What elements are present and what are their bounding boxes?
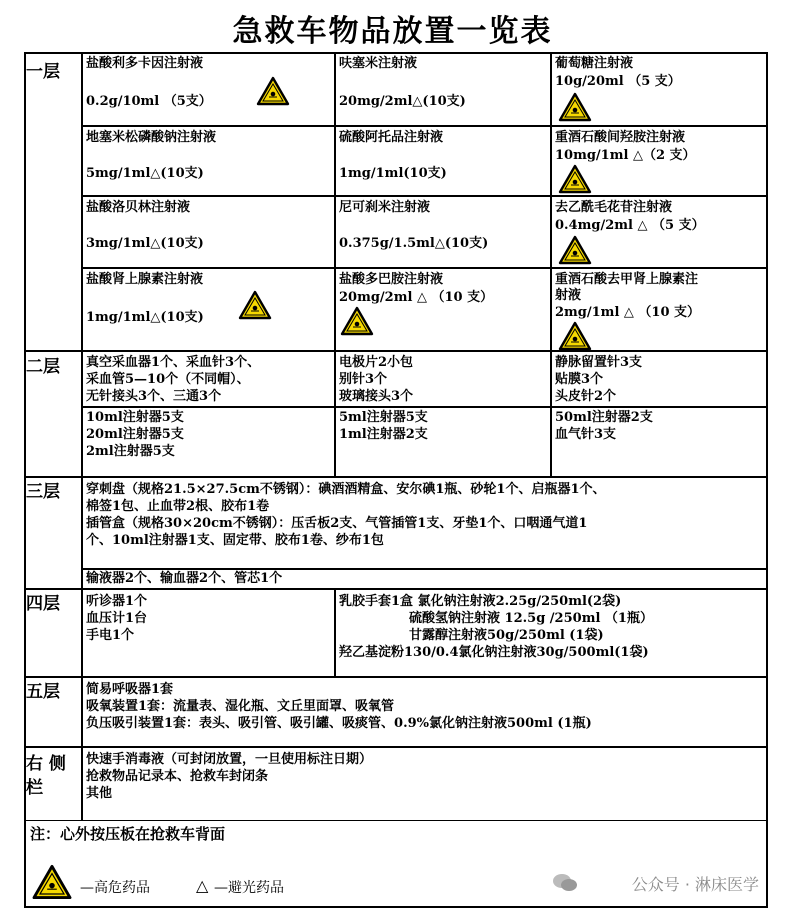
drug-dose: 5mg/1ml△(10支) [86,166,204,181]
high-alert-triangle-icon [340,306,374,336]
item-line: 真空采血器1个、采血针3个、 [86,355,261,370]
layer-4-label: 四层 [26,594,60,614]
watermark: 公众号 · 淋床医学 [631,875,759,894]
drug-name: 盐酸利多卡因注射液 [86,56,204,71]
item-line: 2ml注射器5支 [86,444,175,459]
item-line: 手电1个 [86,628,135,643]
light-sensitive-symbol: △ [196,876,209,895]
item-line: 采血管5—10个（不同帽）、 [86,372,250,387]
item-line: 简易呼吸器1套 [86,682,174,697]
drug-dose: 3mg/1ml△(10支) [86,236,204,251]
item-line: 20ml注射器5支 [86,427,184,442]
drug-dose: 10mg/1ml △（2 支） [555,148,696,163]
note-text: 注：心外按压板在抢救车背面 [30,825,226,843]
item-line: 头皮针2个 [555,389,617,404]
drug-dose: 0.4mg/2ml △ （5 支） [555,218,705,233]
drug-name: 地塞米松磷酸钠注射液 [86,130,217,145]
layer-3-label: 三层 [26,482,60,502]
layer-5-label: 五层 [26,682,60,702]
high-alert-triangle-icon [558,164,592,194]
item-line: 无针接头3个、三通3个 [86,389,222,404]
high-alert-triangle-icon [30,864,74,900]
item-line: 50ml注射器2支 [555,410,653,425]
item-line: 硫酸氢钠注射液 12.5g /250ml （1瓶） [409,611,653,626]
drug-dose: 20mg/2ml△(10支) [339,94,466,109]
item-line: 乳胶手套1盒 氯化钠注射液2.25g/250ml(2袋) [339,594,622,609]
drug-name-cont: 射液 [555,288,582,303]
item-line: 吸氧装置1套：流量表、湿化瓶、文丘里面罩、吸氧管 [86,699,395,714]
item-line: 插管盒（规格30×20cm不锈钢）：压舌板2支、气管插管1支、牙垫1个、口咽通气道1 [86,516,588,531]
page-title: 急救车物品放置一览表 [232,14,553,49]
item-line: 玻璃接头3个 [339,389,414,404]
item-line: 其他 [86,786,113,801]
high-alert-triangle-icon [238,290,272,320]
drug-name: 盐酸肾上腺素注射液 [86,272,204,287]
drug-dose: 2mg/1ml △ （10 支） [555,305,701,320]
item-line: 贴膜3个 [555,372,604,387]
item-line: 电极片2小包 [339,355,414,370]
item-line: 听诊器1个 [86,594,148,609]
drug-dose: 0.375g/1.5ml△(10支) [339,236,489,251]
side-label-2: 栏 [26,778,43,798]
drug-name: 呋塞米注射液 [339,56,418,71]
wechat-icon [552,872,578,894]
drug-name: 盐酸洛贝林注射液 [86,200,191,215]
drug-name: 葡萄糖注射液 [555,56,634,71]
drug-name: 重酒石酸去甲肾上腺素注 [555,272,699,287]
high-alert-triangle-icon [256,76,290,106]
item-line: 负压吸引装置1套：表头、吸引管、吸引罐、吸痰管、0.9%氯化钠注射液500ml (1瓶) [86,716,592,731]
drug-name: 硫酸阿托品注射液 [339,130,444,145]
layer-1-label: 一层 [26,62,60,82]
drug-name: 盐酸多巴胺注射液 [339,272,444,287]
item-line: 1ml注射器2支 [339,427,428,442]
drug-name: 去乙酰毛花苷注射液 [555,200,673,215]
item-line: 羟乙基淀粉130/0.4氯化钠注射液30g/500ml(1袋) [339,645,649,660]
drug-name: 尼可刹米注射液 [339,200,431,215]
item-line: 别针3个 [339,372,388,387]
item-line: 血气针3支 [555,427,617,442]
item-line: 输液器2个、输血器2个、管芯1个 [86,571,283,586]
drug-dose: 20mg/2ml △ （10 支） [339,290,494,305]
item-line: 穿刺盘（规格21.5×27.5cm不锈钢）：碘酒酒精盒、安尔碘1瓶、砂轮1个、启瓶器1个、 [86,482,606,497]
item-line: 静脉留置针3支 [555,355,643,370]
drug-dose: 1mg/1ml(10支) [339,166,447,181]
drug-dose: 0.2g/10ml （5支） [86,94,212,109]
high-alert-triangle-icon [558,92,592,122]
item-line: 血压计1台 [86,611,148,626]
legend-light-sensitive: —避光药品 [214,880,284,896]
item-line: 快速手消毒液（可封闭放置，一旦使用标注日期） [86,752,373,767]
drug-name: 重酒石酸间羟胺注射液 [555,130,686,145]
layer-2-label: 二层 [26,357,60,377]
side-label: 右 侧 [26,754,66,774]
item-line: 抢救物品记录本、抢救车封闭条 [86,769,269,784]
high-alert-triangle-icon [558,321,592,351]
drug-dose: 1mg/1ml△(10支) [86,310,204,325]
high-alert-triangle-icon [558,235,592,265]
item-line: 棉签1包、止血带2根、胶布1卷 [86,499,270,514]
item-line: 10ml注射器5支 [86,410,184,425]
item-line: 甘露醇注射液50g/250ml (1袋) [409,628,604,643]
drug-dose: 10g/20ml （5 支） [555,74,681,89]
item-line: 个、10ml注射器1支、固定带、胶布1卷、纱布1包 [86,533,384,548]
legend-high-alert: —高危药品 [80,880,150,896]
item-line: 5ml注射器5支 [339,410,428,425]
